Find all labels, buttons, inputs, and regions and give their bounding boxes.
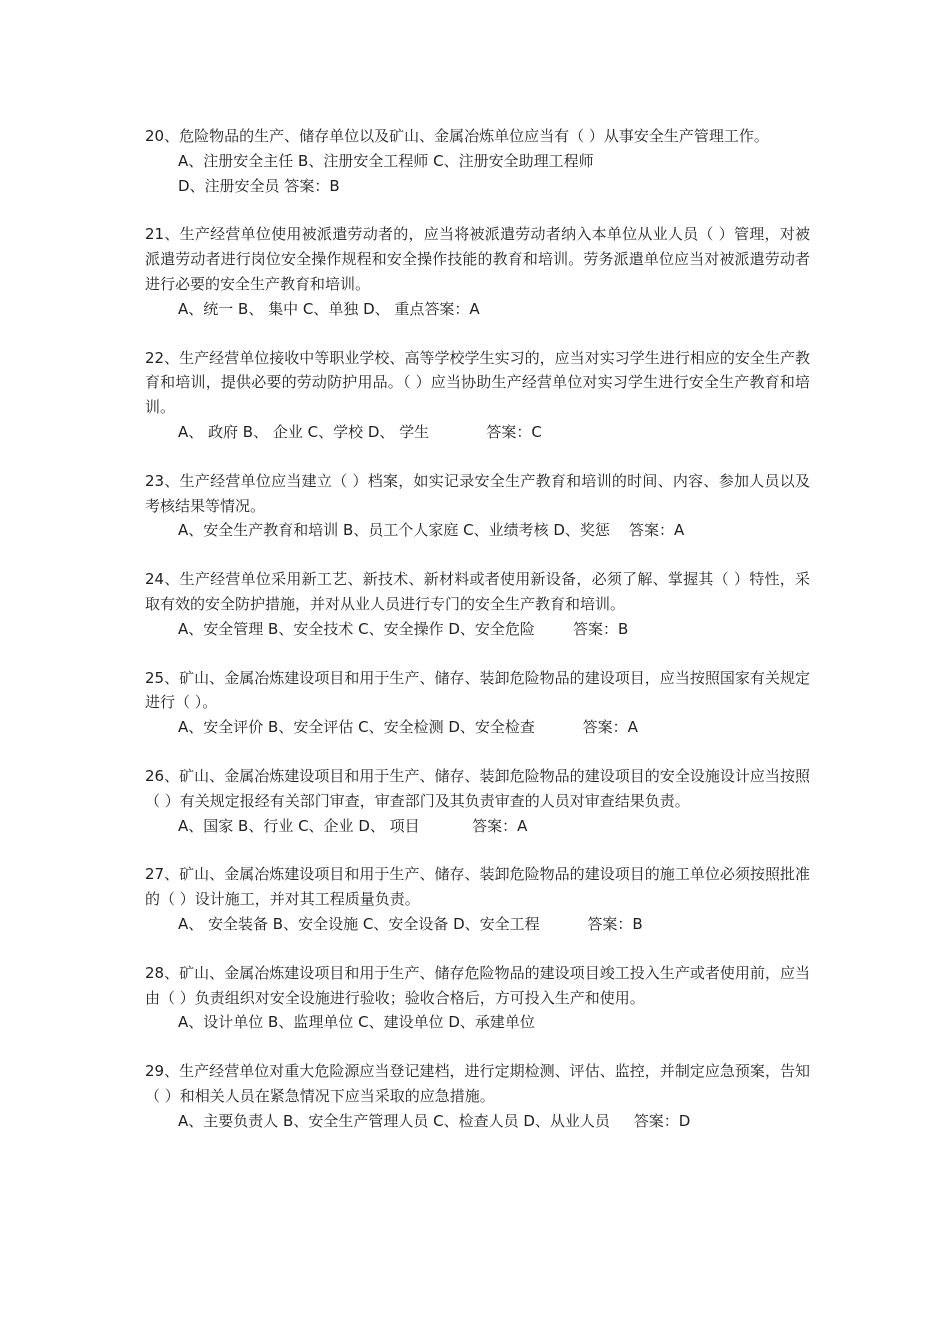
question-stem: 29、生产经营单位对重大危险源应当登记建档，进行定期检测、评估、监控，并制定应急预案，告知（ ）和相关人员在紧急情况下应当采取的应急措施。 — [145, 1062, 810, 1105]
question-23 — [145, 469, 810, 543]
question-options: A、统一 B、 集中 C、单独 D、 重点答案：A — [178, 299, 480, 318]
question-stem: 23、生产经营单位应当建立（ ）档案，如实记录安全生产教育和培训的时间、内容、参加人员以及考核结果等情况。 — [145, 471, 810, 515]
question-options: A、注册安全主任 B、注册安全工程师 C、注册安全助理工程师 — [178, 151, 594, 170]
question-options: A、安全评价 B、安全评估 C、安全检测 D、安全检查 答案：A — [178, 718, 638, 737]
question-options: A、 安全装备 B、安全设施 C、安全设备 D、安全工程 答案：B — [178, 914, 643, 933]
question-26 — [145, 764, 810, 838]
question-options: D、注册安全员 答案：B — [178, 176, 340, 195]
question-options: A、安全管理 B、安全技术 C、安全操作 D、安全危险 答案：B — [178, 619, 629, 638]
question-options: A、国家 B、行业 C、企业 D、 项目 答案：A — [178, 816, 528, 835]
question-22 — [145, 346, 810, 445]
question-options: A、主要负责人 B、安全生产管理人员 C、检查人员 D、从业人员 答案：D — [178, 1111, 691, 1130]
question-options: A、安全生产教育和培训 B、员工个人家庭 C、业绩考核 D、奖惩 答案：A — [178, 521, 685, 540]
question-options: A、 政府 B、 企业 C、学校 D、 学生 答案：C — [178, 422, 542, 441]
question-24 — [145, 567, 810, 641]
question-list — [145, 124, 810, 1158]
question-21 — [145, 222, 810, 321]
question-stem: 22、生产经营单位接收中等职业学校、高等学校学生实习的，应当对实习学生进行相应的安全生产教育和培训，提供必要的劳动防护用品。（ ）应当协助生产经营单位对实习学生进行安全生产教育和培训。 — [145, 348, 810, 417]
question-stem: 26、矿山、金属冶炼建设项目和用于生产、储存、装卸危险物品的建设项目的安全设施设计应当按照（ ）有关规定报经有关部门审查，审查部门及其负责审查的人员对审查结果负责。 — [145, 766, 810, 810]
question-stem: 28、矿山、金属冶炼建设项目和用于生产、储存危险物品的建设项目竣工投入生产或者使用前，应当由（ ）负责组织对安全设施进行验收；验收合格后，方可投入生产和使用。 — [145, 963, 810, 1007]
question-25 — [145, 666, 810, 740]
question-stem: 25、矿山、金属冶炼建设项目和用于生产、储存、装卸危险物品的建设项目，应当按照国家有关规定进行（ ）。 — [145, 668, 810, 712]
question-stem: 24、生产经营单位采用新工艺、新技术、新材料或者使用新设备，必须了解、掌握其（ ）特性，采取有效的安全防护措施，并对从业人员进行专门的安全生产教育和培训。 — [145, 570, 810, 613]
question-27 — [145, 862, 810, 936]
question-stem: 20、危险物品的生产、储存单位以及矿山、金属冶炼单位应当有（ ）从事安全生产管理工作。 — [145, 127, 769, 145]
question-28 — [145, 961, 810, 1035]
question-29 — [145, 1059, 810, 1133]
question-stem: 27、矿山、金属冶炼建设项目和用于生产、储存、装卸危险物品的建设项目的施工单位必须按照批准的（ ）设计施工，并对其工程质量负责。 — [145, 865, 810, 909]
question-stem: 21、生产经营单位使用被派遣劳动者的，应当将被派遣劳动者纳入本单位从业人员（ ）管理，对被派遣劳动者进行岗位安全操作规程和安全操作技能的教育和培训。劳务派遣单位应当对被派遣劳动者进行必要的安全生产教育和培训。 — [145, 225, 810, 293]
question-20 — [145, 124, 810, 198]
question-options: A、设计单位 B、监理单位 C、建设单位 D、承建单位 — [178, 1013, 535, 1032]
